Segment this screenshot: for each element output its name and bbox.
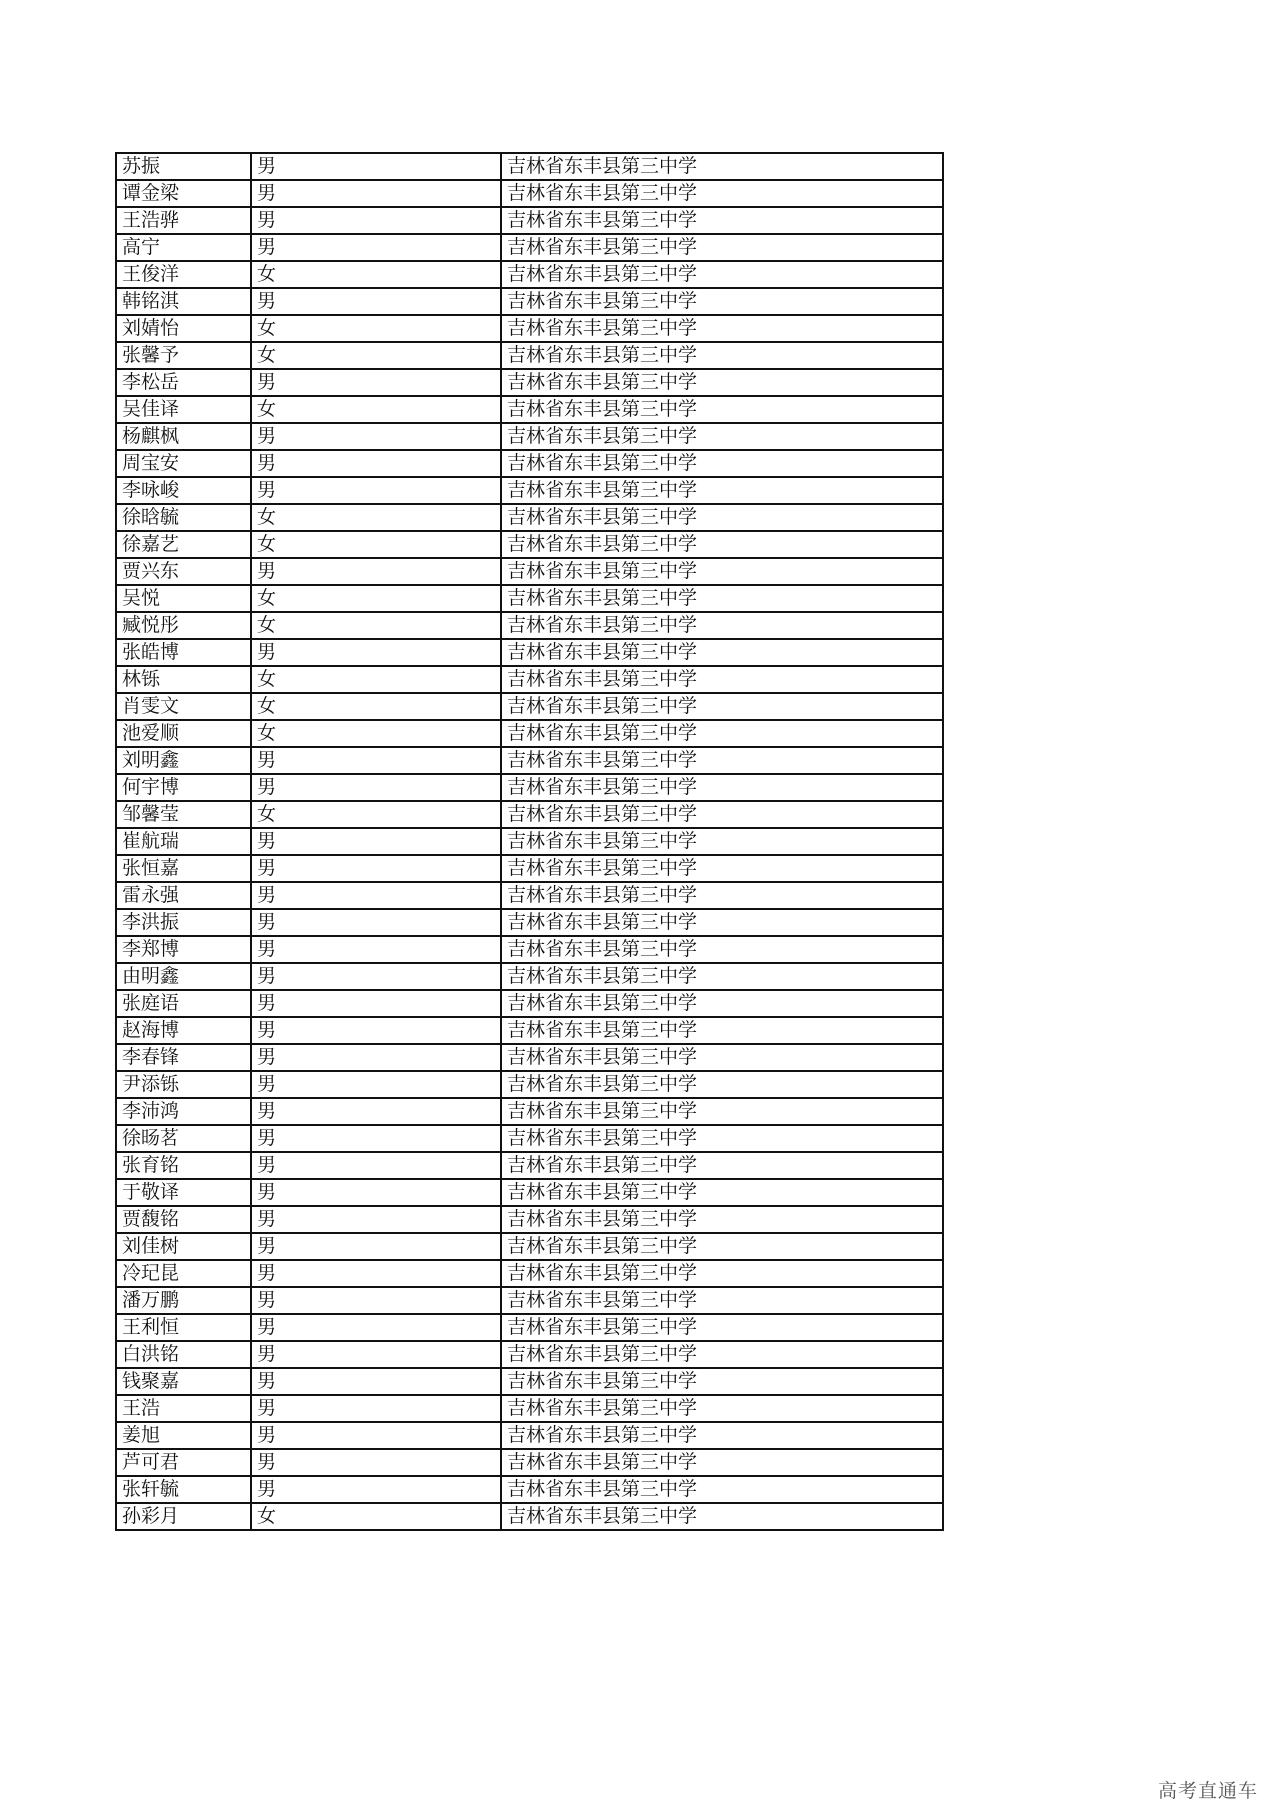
name-cell: 芦可君 (116, 1449, 251, 1476)
school-cell: 吉林省东丰县第三中学 (501, 693, 943, 720)
school-cell: 吉林省东丰县第三中学 (501, 1017, 943, 1044)
name-cell: 张庭语 (116, 990, 251, 1017)
school-cell: 吉林省东丰县第三中学 (501, 1206, 943, 1233)
gender-cell: 男 (251, 1206, 501, 1233)
school-cell: 吉林省东丰县第三中学 (501, 990, 943, 1017)
table-row (116, 990, 943, 1017)
school-cell: 吉林省东丰县第三中学 (501, 1395, 943, 1422)
gender-cell: 女 (251, 720, 501, 747)
table-row (116, 315, 943, 342)
table-row (116, 774, 943, 801)
school-cell: 吉林省东丰县第三中学 (501, 828, 943, 855)
gender-cell: 男 (251, 963, 501, 990)
table-row (116, 261, 943, 288)
school-cell: 吉林省东丰县第三中学 (501, 342, 943, 369)
gender-cell: 男 (251, 1098, 501, 1125)
name-cell: 姜旭 (116, 1422, 251, 1449)
table-row (116, 1044, 943, 1071)
school-cell: 吉林省东丰县第三中学 (501, 1368, 943, 1395)
name-cell: 周宝安 (116, 450, 251, 477)
table-row (116, 747, 943, 774)
table-row (116, 450, 943, 477)
table-row (116, 180, 943, 207)
school-cell: 吉林省东丰县第三中学 (501, 1260, 943, 1287)
name-cell: 雷永强 (116, 882, 251, 909)
gender-cell: 男 (251, 558, 501, 585)
name-cell: 肖雯文 (116, 693, 251, 720)
table-row (116, 1017, 943, 1044)
table-row (116, 1260, 943, 1287)
school-cell: 吉林省东丰县第三中学 (501, 207, 943, 234)
table-row (116, 1206, 943, 1233)
school-cell: 吉林省东丰县第三中学 (501, 288, 943, 315)
name-cell: 臧悦彤 (116, 612, 251, 639)
gender-cell: 女 (251, 612, 501, 639)
gender-cell: 男 (251, 1368, 501, 1395)
table-row (116, 639, 943, 666)
gender-cell: 男 (251, 828, 501, 855)
school-cell: 吉林省东丰县第三中学 (501, 396, 943, 423)
table-row (116, 1395, 943, 1422)
name-cell: 刘明鑫 (116, 747, 251, 774)
name-cell: 徐晗毓 (116, 504, 251, 531)
table-row (116, 1233, 943, 1260)
gender-cell: 女 (251, 504, 501, 531)
table-row (116, 1368, 943, 1395)
gender-cell: 男 (251, 1422, 501, 1449)
table-row (116, 1422, 943, 1449)
table-row (116, 423, 943, 450)
table-row (116, 1503, 943, 1530)
gender-cell: 女 (251, 666, 501, 693)
school-cell: 吉林省东丰县第三中学 (501, 558, 943, 585)
table-row (116, 1476, 943, 1503)
school-cell: 吉林省东丰县第三中学 (501, 774, 943, 801)
school-cell: 吉林省东丰县第三中学 (501, 1476, 943, 1503)
name-cell: 贾兴东 (116, 558, 251, 585)
gender-cell: 男 (251, 1449, 501, 1476)
name-cell: 贾馥铭 (116, 1206, 251, 1233)
table-row (116, 963, 943, 990)
gender-cell: 男 (251, 1341, 501, 1368)
table-row (116, 1449, 943, 1476)
school-cell: 吉林省东丰县第三中学 (501, 450, 943, 477)
table-row (116, 396, 943, 423)
school-cell: 吉林省东丰县第三中学 (501, 1152, 943, 1179)
name-cell: 杨麒枫 (116, 423, 251, 450)
gender-cell: 女 (251, 1503, 501, 1530)
name-cell: 池爱顺 (116, 720, 251, 747)
gender-cell: 男 (251, 207, 501, 234)
name-cell: 刘婧怡 (116, 315, 251, 342)
school-cell: 吉林省东丰县第三中学 (501, 1071, 943, 1098)
table-row (116, 1287, 943, 1314)
name-cell: 尹添铄 (116, 1071, 251, 1098)
school-cell: 吉林省东丰县第三中学 (501, 504, 943, 531)
table-row (116, 1098, 943, 1125)
name-cell: 李沛鸿 (116, 1098, 251, 1125)
name-cell: 张馨予 (116, 342, 251, 369)
table-row (116, 612, 943, 639)
school-cell: 吉林省东丰县第三中学 (501, 261, 943, 288)
table-row (116, 1179, 943, 1206)
name-cell: 钱聚嘉 (116, 1368, 251, 1395)
gender-cell: 男 (251, 234, 501, 261)
name-cell: 林铄 (116, 666, 251, 693)
name-cell: 高宁 (116, 234, 251, 261)
table-row (116, 855, 943, 882)
name-cell: 王浩骅 (116, 207, 251, 234)
gender-cell: 男 (251, 1233, 501, 1260)
name-cell: 刘佳树 (116, 1233, 251, 1260)
table-row (116, 666, 943, 693)
name-cell: 崔航瑞 (116, 828, 251, 855)
roster-body (116, 153, 943, 1530)
school-cell: 吉林省东丰县第三中学 (501, 477, 943, 504)
name-cell: 由明鑫 (116, 963, 251, 990)
name-cell: 孙彩月 (116, 1503, 251, 1530)
table-row (116, 909, 943, 936)
gender-cell: 男 (251, 1044, 501, 1071)
table-row (116, 882, 943, 909)
gender-cell: 男 (251, 369, 501, 396)
name-cell: 张轩毓 (116, 1476, 251, 1503)
name-cell: 邹馨莹 (116, 801, 251, 828)
school-cell: 吉林省东丰县第三中学 (501, 639, 943, 666)
gender-cell: 男 (251, 774, 501, 801)
gender-cell: 男 (251, 1071, 501, 1098)
name-cell: 李洪振 (116, 909, 251, 936)
school-cell: 吉林省东丰县第三中学 (501, 1341, 943, 1368)
school-cell: 吉林省东丰县第三中学 (501, 855, 943, 882)
school-cell: 吉林省东丰县第三中学 (501, 180, 943, 207)
gender-cell: 男 (251, 909, 501, 936)
watermark-text: 高考直通车 (1157, 1780, 1258, 1802)
name-cell: 王俊洋 (116, 261, 251, 288)
name-cell: 白洪铭 (116, 1341, 251, 1368)
name-cell: 李郑博 (116, 936, 251, 963)
student-roster-table (115, 152, 944, 1531)
table-row (116, 531, 943, 558)
name-cell: 冷玘昆 (116, 1260, 251, 1287)
gender-cell: 男 (251, 855, 501, 882)
gender-cell: 男 (251, 639, 501, 666)
table-row (116, 1071, 943, 1098)
gender-cell: 男 (251, 1476, 501, 1503)
table-row (116, 693, 943, 720)
gender-cell: 男 (251, 180, 501, 207)
table-row (116, 369, 943, 396)
gender-cell: 男 (251, 1395, 501, 1422)
table-row (116, 1314, 943, 1341)
school-cell: 吉林省东丰县第三中学 (501, 1422, 943, 1449)
school-cell: 吉林省东丰县第三中学 (501, 1044, 943, 1071)
name-cell: 徐旸茗 (116, 1125, 251, 1152)
gender-cell: 女 (251, 261, 501, 288)
table-row (116, 504, 943, 531)
name-cell: 李春锋 (116, 1044, 251, 1071)
gender-cell: 男 (251, 1017, 501, 1044)
school-cell: 吉林省东丰县第三中学 (501, 369, 943, 396)
name-cell: 潘万鹏 (116, 1287, 251, 1314)
school-cell: 吉林省东丰县第三中学 (501, 612, 943, 639)
school-cell: 吉林省东丰县第三中学 (501, 1503, 943, 1530)
school-cell: 吉林省东丰县第三中学 (501, 1233, 943, 1260)
name-cell: 苏振 (116, 153, 251, 180)
school-cell: 吉林省东丰县第三中学 (501, 423, 943, 450)
school-cell: 吉林省东丰县第三中学 (501, 801, 943, 828)
school-cell: 吉林省东丰县第三中学 (501, 531, 943, 558)
table-row (116, 558, 943, 585)
table-row (116, 801, 943, 828)
table-row (116, 288, 943, 315)
name-cell: 吴佳译 (116, 396, 251, 423)
gender-cell: 男 (251, 1260, 501, 1287)
name-cell: 王利恒 (116, 1314, 251, 1341)
school-cell: 吉林省东丰县第三中学 (501, 909, 943, 936)
school-cell: 吉林省东丰县第三中学 (501, 1287, 943, 1314)
gender-cell: 男 (251, 1314, 501, 1341)
school-cell: 吉林省东丰县第三中学 (501, 936, 943, 963)
table-row (116, 1125, 943, 1152)
name-cell: 张皓博 (116, 639, 251, 666)
table-row (116, 234, 943, 261)
gender-cell: 男 (251, 477, 501, 504)
gender-cell: 女 (251, 342, 501, 369)
gender-cell: 男 (251, 882, 501, 909)
school-cell: 吉林省东丰县第三中学 (501, 585, 943, 612)
gender-cell: 女 (251, 396, 501, 423)
gender-cell: 女 (251, 531, 501, 558)
school-cell: 吉林省东丰县第三中学 (501, 963, 943, 990)
table-row (116, 720, 943, 747)
gender-cell: 男 (251, 990, 501, 1017)
table-row (116, 828, 943, 855)
table-row (116, 936, 943, 963)
school-cell: 吉林省东丰县第三中学 (501, 153, 943, 180)
table-row (116, 1341, 943, 1368)
gender-cell: 女 (251, 585, 501, 612)
gender-cell: 男 (251, 153, 501, 180)
school-cell: 吉林省东丰县第三中学 (501, 1179, 943, 1206)
school-cell: 吉林省东丰县第三中学 (501, 1449, 943, 1476)
name-cell: 李松岳 (116, 369, 251, 396)
name-cell: 于敬译 (116, 1179, 251, 1206)
name-cell: 徐嘉艺 (116, 531, 251, 558)
table-row (116, 207, 943, 234)
table-row (116, 1152, 943, 1179)
gender-cell: 男 (251, 1152, 501, 1179)
school-cell: 吉林省东丰县第三中学 (501, 747, 943, 774)
school-cell: 吉林省东丰县第三中学 (501, 882, 943, 909)
gender-cell: 女 (251, 693, 501, 720)
table-row (116, 477, 943, 504)
name-cell: 谭金梁 (116, 180, 251, 207)
gender-cell: 男 (251, 423, 501, 450)
table-row (116, 153, 943, 180)
name-cell: 吴悦 (116, 585, 251, 612)
school-cell: 吉林省东丰县第三中学 (501, 315, 943, 342)
name-cell: 张恒嘉 (116, 855, 251, 882)
gender-cell: 男 (251, 288, 501, 315)
gender-cell: 女 (251, 315, 501, 342)
school-cell: 吉林省东丰县第三中学 (501, 1125, 943, 1152)
name-cell: 张育铭 (116, 1152, 251, 1179)
gender-cell: 男 (251, 450, 501, 477)
gender-cell: 男 (251, 747, 501, 774)
name-cell: 韩铭淇 (116, 288, 251, 315)
name-cell: 赵海博 (116, 1017, 251, 1044)
name-cell: 王浩 (116, 1395, 251, 1422)
school-cell: 吉林省东丰县第三中学 (501, 666, 943, 693)
school-cell: 吉林省东丰县第三中学 (501, 234, 943, 261)
name-cell: 何宇博 (116, 774, 251, 801)
gender-cell: 男 (251, 936, 501, 963)
school-cell: 吉林省东丰县第三中学 (501, 1098, 943, 1125)
gender-cell: 男 (251, 1125, 501, 1152)
gender-cell: 男 (251, 1179, 501, 1206)
school-cell: 吉林省东丰县第三中学 (501, 720, 943, 747)
table-row (116, 342, 943, 369)
name-cell: 李咏峻 (116, 477, 251, 504)
gender-cell: 女 (251, 801, 501, 828)
school-cell: 吉林省东丰县第三中学 (501, 1314, 943, 1341)
gender-cell: 男 (251, 1287, 501, 1314)
table-row (116, 585, 943, 612)
